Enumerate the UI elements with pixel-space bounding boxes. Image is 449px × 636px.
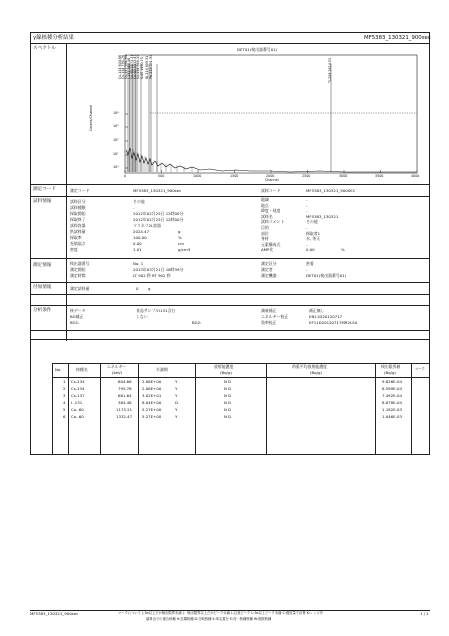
header-activity: 放射能濃度 <box>214 364 234 369</box>
table-row <box>52 387 430 394</box>
spectrum-trace <box>126 148 416 172</box>
y-tick-label: 10¹ <box>113 152 119 156</box>
sample-key: 試料容器 <box>70 223 86 228</box>
x-tick-label: 1000 <box>193 174 202 178</box>
peak-label: Co-60 1332.47 <box>133 54 137 79</box>
header-energy: エネルギー <box>107 364 127 369</box>
cell-half-life: 2.06E+00 <box>142 386 162 391</box>
measure-code-section-label: 測定コード <box>33 187 56 192</box>
report-title: γ線核種分析結果 <box>33 35 74 41</box>
cell-half-life: 5.27E+00 <box>142 407 162 412</box>
sample-value: 0.00 <box>133 241 142 246</box>
header-mark: マーク <box>415 367 425 371</box>
sample-info-section-label: 試料情報 <box>33 199 52 204</box>
cell-nuclide: Co- 60 <box>71 414 84 419</box>
analysis-key: BG補正 <box>70 314 84 319</box>
sample-value: - <box>133 205 135 210</box>
measure-value: LT 902 秒 RT 902 秒 <box>133 273 171 278</box>
cell-half-life: 8.04E+00 <box>142 400 162 405</box>
x-axis-label: Channel <box>265 178 279 182</box>
extra-key: 測定試料量 <box>70 286 90 291</box>
sample-unit: g <box>178 229 181 234</box>
sample-value: その他 <box>133 199 145 204</box>
x-tick-label: 0 <box>124 174 127 178</box>
cell-half-unit: Y <box>175 386 178 391</box>
divider <box>30 282 430 283</box>
sample-key: 供試料量 <box>70 229 86 234</box>
sample-value: その他 <box>306 219 318 225</box>
measure-value: - <box>306 267 308 272</box>
cell-activity: N D <box>224 393 232 398</box>
cell-no: 2 <box>63 386 66 391</box>
cell-half-unit: Y <box>175 414 178 419</box>
divider <box>30 184 430 185</box>
footer-page: 1 / 1 <box>420 611 429 616</box>
sample-key: 元素構成式 <box>261 241 281 247</box>
sample-value: 水, 茶天 <box>306 236 321 242</box>
measure-value: DET01(検出器番号01) <box>306 273 347 278</box>
measure-key: 測定区分 <box>261 261 277 266</box>
cell-activity: N D <box>224 400 232 405</box>
sample-value: - <box>306 197 308 202</box>
cell-energy: 1332.47 <box>116 414 133 419</box>
sample-value: 100.00 <box>133 235 147 240</box>
sample-value: MF5383_130321 <box>306 213 339 219</box>
header-activity-unit: (Bq/g) <box>220 370 232 375</box>
analysis-value: しない <box>136 314 148 319</box>
sample-key: 試料コメント <box>261 219 285 225</box>
sample-code-value: MF5383_130321_900SEC <box>306 188 356 193</box>
sample-info-left <box>70 200 250 254</box>
extra-value: 0 <box>136 286 139 291</box>
header-limit: 検出限界値 <box>381 364 401 369</box>
spectrum-section-label: スペクトル <box>33 46 56 51</box>
divider <box>30 294 430 295</box>
cell-nuclide: Cs-134 <box>71 379 85 384</box>
sample-row <box>70 248 250 254</box>
cell-half-life: 2.06E+00 <box>142 379 162 384</box>
peak-label: Bi-214 609.31 <box>145 55 149 79</box>
sample-key: 試料区分 <box>70 199 86 204</box>
cell-half-life: 3.02E+01 <box>142 393 162 398</box>
x-tick-label: 3000 <box>339 174 348 178</box>
y-tick-label: 10² <box>113 138 119 142</box>
analysis-value: 食品サンプルI131含む <box>136 308 176 313</box>
spectrum-noise <box>127 149 192 172</box>
y-ticks <box>125 114 128 168</box>
cell-no: 5 <box>63 407 66 412</box>
cell-half-unit: Y <box>175 393 178 398</box>
cell-limit: 8.878E-04 <box>382 400 402 405</box>
sample-code-key: 試料コード <box>261 188 281 193</box>
cell-limit: 9.828E-04 <box>382 379 402 384</box>
table-row <box>52 380 430 387</box>
analysis-value: EF11D20120717MR2LSA <box>309 320 358 325</box>
header-limit-unit: (Bq/g) <box>384 370 396 375</box>
analysis-key: 核データ <box>70 308 86 313</box>
sample-key: 採取率 <box>70 235 82 240</box>
cell-nuclide: Cs-137 <box>71 393 85 398</box>
plot-frame <box>125 55 417 173</box>
peak-label: Pb-214 351.93 <box>149 54 153 79</box>
analysis-value: EN11D20120717 <box>309 314 343 319</box>
peak-label: Cs-137 661.64 <box>124 54 128 79</box>
sample-key: 充填高さ <box>70 241 86 246</box>
sample-unit: g/cm3 <box>178 247 191 252</box>
extra-info-section-label: 付加情報 <box>33 285 52 290</box>
sample-value: 2012年02月25日 12時00分 <box>133 217 184 222</box>
cell-energy: 604.66 <box>118 379 132 384</box>
sample-key: 試料名 <box>261 213 273 219</box>
header-half-life: 半減期 <box>156 367 168 372</box>
analysis-key: 減衰補正 <box>261 308 277 313</box>
peak-label: Cs-134 604.66 <box>118 54 122 79</box>
report-code: MF5383_130321_900sec <box>364 35 431 41</box>
cell-energy: 661.64 <box>118 393 132 398</box>
cell-limit: 1.182E-03 <box>382 407 402 412</box>
sample-value: - <box>306 224 308 230</box>
footer-mark-note: マークについて (;3σ以上だが検出限界未満 )：検出限界以上だがピーク未満 L:注意ピーク L:3σ以上ピーク未満 C:強度量で計算 K:レンジ外 <box>118 611 324 615</box>
footer-code: MF5383_130321_900sec <box>30 611 79 616</box>
cell-activity: N D <box>224 414 232 419</box>
divider <box>30 305 430 306</box>
measure-info-section-label: 測定情報 <box>33 263 52 268</box>
measure-key: 測定時間 <box>70 273 86 278</box>
cell-half-unit: D <box>175 400 178 405</box>
sample-key: 地域 <box>261 197 269 202</box>
peak-label: I-131 364.48 <box>127 57 131 79</box>
peak-label: Cs-134 795.76 <box>121 54 125 79</box>
measure-key: 測定開始 <box>70 267 86 272</box>
cell-energy: 795.76 <box>118 386 132 391</box>
cell-limit: 8.599E-04 <box>382 386 402 391</box>
cell-limit: 7.492E-04 <box>382 393 402 398</box>
table-row <box>52 408 430 415</box>
sample-key: 緯度・経度 <box>261 208 281 214</box>
sample-key: 試料種類 <box>70 205 86 210</box>
header-load: 荷重平均放射能濃度 <box>292 364 328 369</box>
analysis-key: エネルギー校正 <box>261 314 289 319</box>
sample-value: マリネリ2L容器 <box>133 223 161 228</box>
sample-key: 部位 <box>261 230 269 236</box>
sample-key: 採取開始 <box>70 211 86 216</box>
peak-label: Tl-208 2614.53 <box>328 57 332 83</box>
cell-no: 4 <box>63 400 66 405</box>
sample-key: 目的 <box>261 224 269 230</box>
divider <box>30 339 430 340</box>
x-tick-label: 2500 <box>302 174 311 178</box>
sample-value: 1.01 <box>133 247 142 252</box>
measure-key: 測定機器 <box>261 273 277 278</box>
sample-value: 2024.47 <box>133 229 150 234</box>
header-load-unit: (Bq/g) <box>310 370 322 375</box>
analysis-value: BG2: <box>192 320 202 325</box>
sample-value: 0.00 <box>306 247 315 253</box>
sample-key: AMP比 <box>261 247 274 253</box>
sample-value: - <box>306 202 308 208</box>
sample-value: - <box>306 241 308 247</box>
cell-nuclide: Co- 60 <box>71 407 84 412</box>
sample-row <box>261 248 421 254</box>
x-tick-label: 1500 <box>230 174 239 178</box>
sample-value: 採取者1 <box>306 230 321 236</box>
x-tick-label: 3500 <box>375 174 384 178</box>
divider <box>30 196 430 197</box>
peak-label: Co-60 1173.21 <box>130 54 134 79</box>
analysis-key: 効率校正 <box>261 320 277 325</box>
y-tick-label: 10³ <box>113 124 119 128</box>
sample-key: 密度 <box>70 247 78 252</box>
sample-unit: cm <box>178 241 184 246</box>
footer-mark-note-2: 論算出での複合核種 H:近隣核種 D:分岐核種 S:単名書分 E:同一核種核種 W:削除核種 <box>146 617 272 621</box>
cell-half-unit: Y <box>175 407 178 412</box>
x-tick-label: 2000 <box>266 174 275 178</box>
x-tick-label: 4000 <box>411 174 420 178</box>
table-row <box>52 415 430 422</box>
measure-code-key: 測定コード <box>70 188 90 193</box>
header-no: No. <box>55 367 62 372</box>
cell-limit: 1.046E-03 <box>382 414 402 419</box>
sample-unit: % <box>178 235 182 240</box>
sample-key: 地点 <box>261 202 269 208</box>
peak-label: K-40 1460.75 <box>140 57 144 79</box>
cell-no: 3 <box>63 393 66 398</box>
header-nuclide: 核種名 <box>76 367 88 372</box>
measure-code-value: MF5383_130321_900sec <box>133 188 182 193</box>
cell-activity: N D <box>224 379 232 384</box>
x-tick-label: 500 <box>158 174 165 178</box>
sample-value: 2012年02月25日 12時00分 <box>133 211 184 216</box>
y-tick-label: 10⁴ <box>113 111 119 115</box>
sample-value: - <box>306 208 308 214</box>
y-tick-label: 10⁰ <box>113 165 119 169</box>
table-row <box>52 401 430 408</box>
cell-activity: N D <box>224 386 232 391</box>
table-header-divider <box>52 377 430 378</box>
sample-key: 採取終了 <box>70 217 86 222</box>
analysis-section-label: 分析条件 <box>33 308 52 313</box>
y-axis-label: Counts/Channel <box>89 104 93 131</box>
measure-key: 検出器番号 <box>70 261 90 266</box>
sample-unit: % <box>341 247 345 253</box>
divider <box>30 330 430 331</box>
measure-key: 測定者 <box>261 267 273 272</box>
extra-unit: g <box>148 286 151 291</box>
cell-half-life: 5.27E+00 <box>142 414 162 419</box>
analysis-key: BG1: <box>70 320 80 325</box>
cell-nuclide: I -131 <box>71 400 83 405</box>
cell-energy: 1173.21 <box>116 407 133 412</box>
cell-no: 6 <box>63 414 66 419</box>
cell-activity: N D <box>224 407 232 412</box>
cell-half-unit: Y <box>175 379 178 384</box>
cell-energy: 364.48 <box>118 400 132 405</box>
x-ticks <box>125 170 417 173</box>
peak-label: Cs-134 569.33 <box>136 54 140 79</box>
cell-no: 1 <box>63 379 66 384</box>
divider <box>30 258 430 259</box>
cell-nuclide: Cs-134 <box>71 386 85 391</box>
measure-value: No. 1 <box>133 261 144 266</box>
sample-key: 身材 <box>261 236 269 242</box>
measure-value: 密着 <box>306 261 314 266</box>
spectrum-plot-title: DET01(検出器番号01) <box>237 47 278 52</box>
analysis-value: 補正無し <box>309 308 325 313</box>
peak-markers <box>128 64 331 172</box>
sample-info-right <box>261 198 421 254</box>
header-energy-unit: (keV) <box>112 370 123 375</box>
measure-value: 2013年03月21日 18時39分 <box>133 267 184 272</box>
table-row <box>52 394 430 401</box>
